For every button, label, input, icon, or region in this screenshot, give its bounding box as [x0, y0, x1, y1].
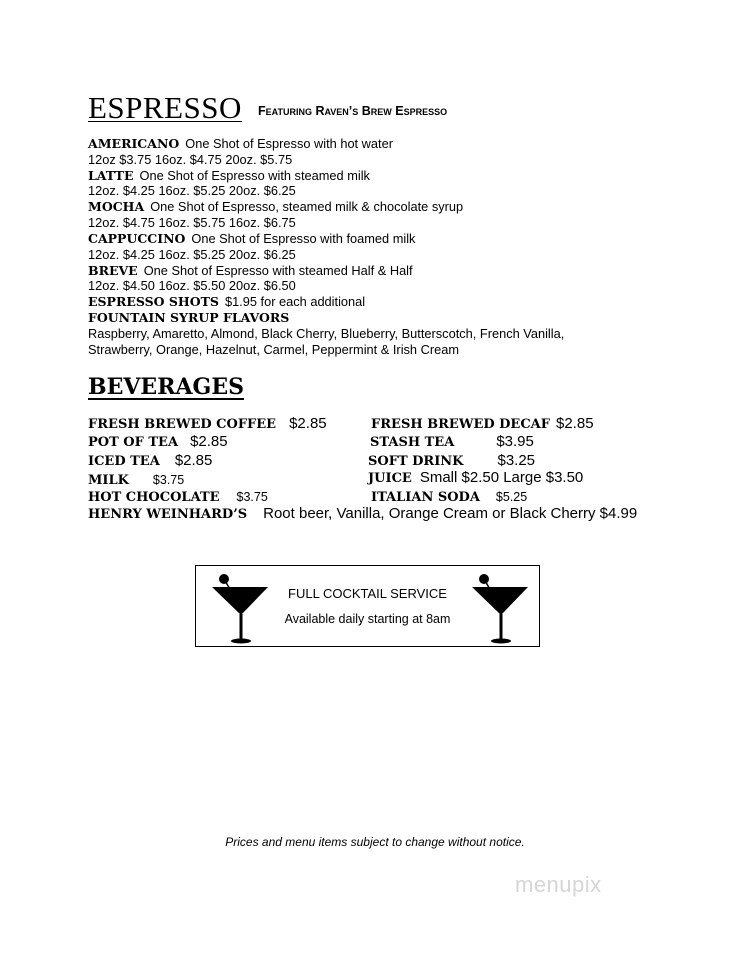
item-desc: 12oz. $4.25 16oz. $5.25 20oz. $6.25 — [88, 247, 296, 262]
item-desc: Raspberry, Amaretto, Almond, Black Cherry, Blueberry, Butterscotch, French Vanilla, — [88, 326, 565, 341]
beverage-item — [88, 415, 327, 433]
item-name: ESPRESSO SHOTS — [88, 294, 219, 309]
espresso-line — [88, 263, 413, 278]
item-name: STASH TEA — [370, 435, 455, 450]
item-desc: 12oz $3.75 16oz. $4.75 20oz. $5.75 — [88, 152, 293, 167]
item-name: JUICE — [368, 471, 412, 486]
item-price: $3.95 — [496, 433, 534, 450]
item-price: $2.85 — [190, 433, 228, 450]
item-name: FOUNTAIN SYRUP FLAVORS — [88, 310, 290, 325]
item-desc: One Shot of Espresso with hot water — [185, 136, 393, 151]
item-price: $3.75 — [152, 473, 185, 487]
espresso-heading: ESPRESSO — [88, 90, 242, 125]
beverage-item — [88, 505, 637, 523]
item-desc: One Shot of Espresso with steamed milk — [139, 168, 370, 183]
item-desc: One Shot of Espresso with foamed milk — [191, 231, 416, 246]
item-name: FRESH BREWED DECAF — [371, 417, 550, 432]
item-desc: 12oz. $4.50 16oz. $5.50 20oz. $6.50 — [88, 278, 296, 293]
item-price: $3.75 — [236, 490, 268, 504]
item-name: CAPPUCCINO — [88, 231, 186, 246]
espresso-line — [88, 231, 415, 246]
beverage-item — [371, 488, 527, 506]
item-price: $2.85 — [556, 415, 594, 432]
item-name: SOFT DRINK — [368, 454, 464, 469]
item-name: ITALIAN SODA — [371, 490, 480, 505]
beverage-item — [368, 469, 583, 487]
cocktail-subtitle: Available daily starting at 8am — [284, 612, 451, 626]
item-name: HENRY WEINHARD’S — [88, 507, 248, 522]
espresso-line — [88, 294, 365, 309]
item-price: $2.85 — [289, 415, 327, 432]
item-price: $3.25 — [497, 452, 536, 469]
beverage-item — [368, 452, 535, 470]
item-name: BREVE — [88, 263, 138, 278]
cocktail-title: FULL COCKTAIL SERVICE — [288, 586, 447, 601]
price-disclaimer: Prices and menu items subject to change without notice. — [225, 835, 525, 849]
cocktail-service-box — [195, 565, 540, 647]
beverage-item — [88, 488, 268, 506]
espresso-subheading: Featuring Raven’s Brew Espresso — [258, 104, 448, 118]
item-name: MOCHA — [88, 199, 145, 214]
item-name: AMERICANO — [88, 136, 180, 151]
espresso-line — [88, 326, 564, 341]
item-name: HOT CHOCOLATE — [88, 490, 220, 505]
item-name: MILK — [88, 473, 129, 488]
espresso-line — [88, 136, 393, 151]
espresso-line — [88, 168, 370, 183]
item-desc: Strawberry, Orange, Hazelnut, Carmel, Peppermint & Irish Cream — [88, 342, 460, 357]
beverage-item — [88, 471, 184, 489]
espresso-line — [88, 310, 295, 325]
item-name: POT OF TEA — [88, 435, 179, 450]
beverages-heading: BEVERAGES — [88, 374, 244, 400]
item-desc: $1.95 for each additional — [224, 294, 366, 309]
espresso-line — [88, 152, 292, 167]
item-desc: One Shot of Espresso, steamed milk & chocolate syrup — [150, 199, 464, 214]
espresso-line — [88, 247, 296, 262]
item-name: ICED TEA — [88, 454, 160, 469]
menupix-watermark: menupix — [515, 872, 602, 897]
beverage-item — [88, 433, 228, 451]
espresso-line — [88, 215, 296, 230]
item-price: $2.85 — [174, 452, 213, 469]
beverage-item — [371, 415, 594, 433]
beverage-item — [88, 452, 212, 470]
espresso-line — [88, 342, 459, 357]
item-desc: 12oz. $4.25 16oz. $5.25 20oz. $6.25 — [88, 183, 296, 198]
item-name: FRESH BREWED COFFEE — [88, 417, 277, 432]
espresso-line — [88, 183, 296, 198]
item-desc: One Shot of Espresso with steamed Half & Half — [143, 263, 413, 278]
item-desc: 12oz. $4.75 16oz. $5.75 16oz. $6.75 — [88, 215, 296, 230]
martini-glass-icon — [210, 570, 270, 644]
item-price: Root beer, Vanilla, Orange Cream or Black Cherry $4.99 — [263, 505, 638, 522]
espresso-line — [88, 199, 463, 214]
item-name: LATTE — [88, 168, 134, 183]
espresso-line — [88, 278, 296, 293]
martini-glass-icon — [470, 570, 530, 644]
item-price: Small $2.50 Large $3.50 — [419, 469, 584, 486]
item-price: $5.25 — [495, 490, 528, 504]
beverage-item — [370, 433, 534, 451]
